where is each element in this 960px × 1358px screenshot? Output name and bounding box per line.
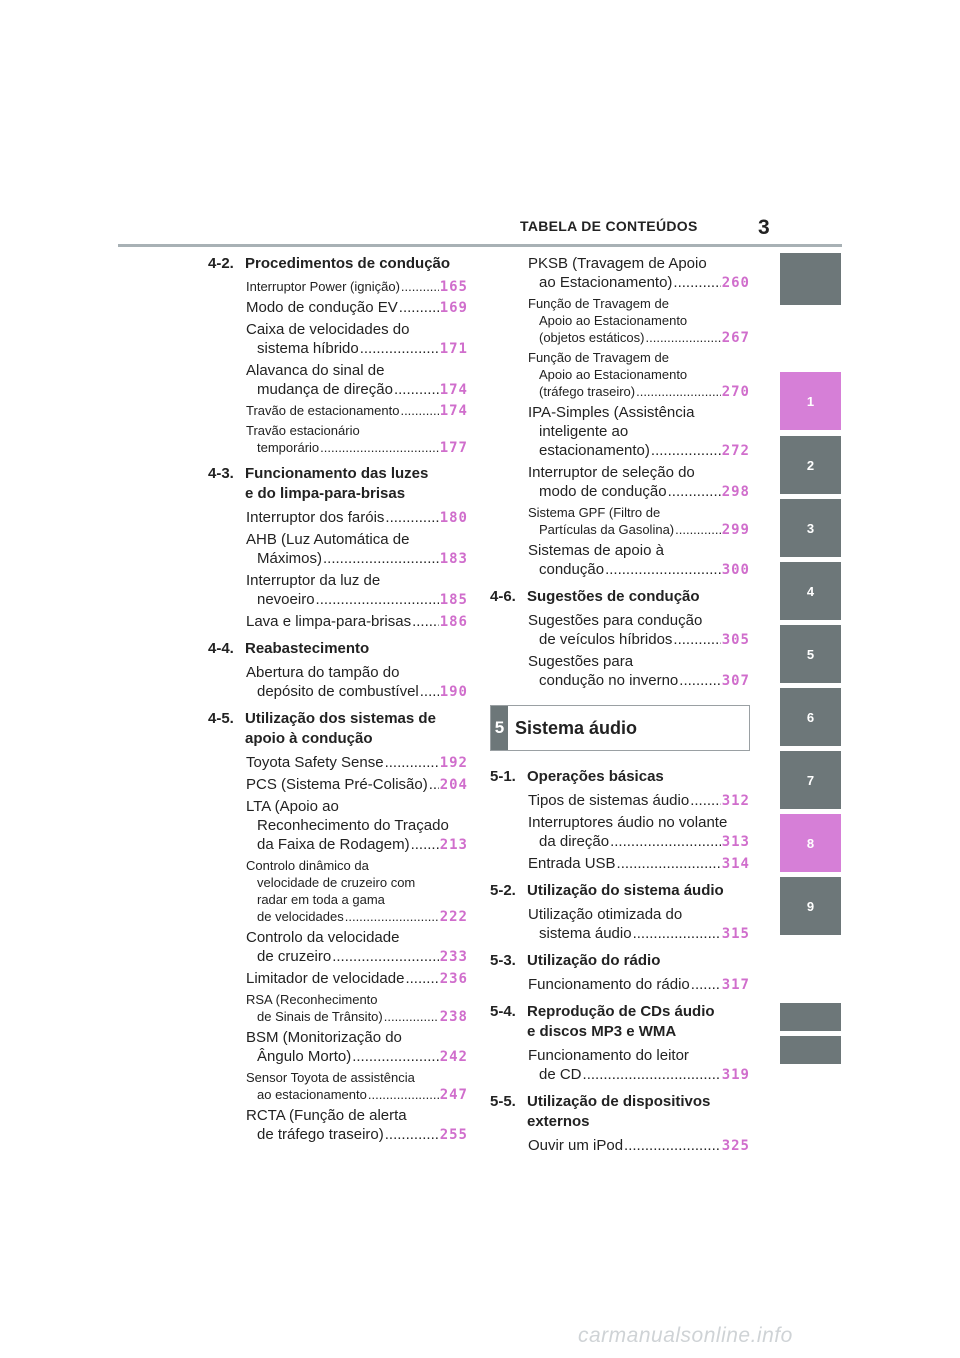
chapter-tab-3[interactable]: 3 bbox=[780, 499, 841, 557]
toc-entry-text: Máximos) bbox=[257, 550, 323, 567]
toc-entry-page[interactable]: 305 bbox=[721, 632, 750, 648]
toc-entry-page[interactable]: 270 bbox=[721, 384, 750, 400]
page-number: 3 bbox=[758, 216, 770, 239]
toc-entry-text: IPA-Simples (Assistência bbox=[528, 404, 695, 421]
toc-entry-last-line bbox=[246, 1125, 468, 1145]
dot-leader bbox=[360, 339, 439, 358]
toc-entry-text: Interruptores áudio no volante bbox=[528, 814, 728, 831]
toc-entry-page[interactable]: 312 bbox=[721, 793, 750, 809]
toc-entry-text: Utilização otimizada do bbox=[528, 906, 683, 923]
dot-leader bbox=[352, 1047, 438, 1066]
toc-entry-text: AHB (Luz Automática de bbox=[246, 531, 410, 548]
toc-entry-text: depósito de combustível bbox=[257, 683, 419, 700]
toc-entry[interactable] bbox=[246, 857, 468, 926]
toc-entry-page[interactable]: 183 bbox=[439, 551, 468, 567]
toc-entry-text: sistema híbrido bbox=[257, 340, 359, 357]
toc-entry[interactable] bbox=[246, 775, 468, 795]
chapter-title: Sistema áudio bbox=[515, 717, 638, 738]
toc-entry-last-line bbox=[528, 854, 750, 874]
toc-entry-page[interactable]: 233 bbox=[439, 949, 468, 965]
section-title: e do limpa-para-brisas bbox=[245, 485, 406, 502]
dot-leader bbox=[690, 791, 721, 810]
toc-entry[interactable] bbox=[528, 254, 750, 293]
section-title: externos bbox=[527, 1113, 590, 1130]
toc-entry-last-line bbox=[528, 329, 750, 347]
toc-entry[interactable] bbox=[528, 905, 750, 944]
toc-entry-page[interactable]: 315 bbox=[721, 926, 750, 942]
toc-section-group bbox=[490, 767, 750, 1156]
section-heading[interactable] bbox=[208, 254, 468, 274]
toc-entry-text: Ouvir um iPod bbox=[528, 1137, 624, 1154]
section-number: 5-1. bbox=[490, 768, 516, 785]
section-title: Operações básicas bbox=[527, 768, 664, 785]
toc-entry-last-line bbox=[528, 273, 750, 293]
toc-entry[interactable] bbox=[528, 854, 750, 874]
blank-tab[interactable] bbox=[780, 1036, 841, 1064]
dot-leader bbox=[316, 590, 439, 609]
toc-entry-text: Interruptor da luz de bbox=[246, 572, 381, 589]
dot-leader bbox=[412, 612, 439, 631]
toc-entry-page[interactable]: 238 bbox=[439, 1009, 468, 1025]
toc-entry-last-line bbox=[528, 383, 750, 401]
toc-entry-text: Função de Travagem de bbox=[528, 296, 669, 311]
toc-entry-text: sistema áudio bbox=[539, 925, 632, 942]
toc-entry-page[interactable]: 185 bbox=[439, 592, 468, 608]
toc-entry-last-line bbox=[246, 753, 468, 773]
toc-entry-last-line bbox=[246, 835, 468, 855]
dot-leader bbox=[385, 753, 439, 772]
toc-entry[interactable] bbox=[246, 508, 468, 528]
toc-entry-last-line bbox=[528, 482, 750, 502]
toc-entry-text: modo de condução bbox=[539, 483, 667, 500]
toc-entry-text: Controlo dinâmico da bbox=[246, 858, 369, 873]
section-title: Sugestões de condução bbox=[527, 588, 700, 605]
chapter-heading-box[interactable] bbox=[490, 705, 750, 751]
toc-entry-text: estacionamento) bbox=[539, 442, 650, 459]
toc-entry-text: de Sinais de Trânsito) bbox=[257, 1009, 383, 1024]
dot-leader bbox=[633, 924, 721, 943]
toc-entry-last-line bbox=[528, 975, 750, 995]
dot-leader bbox=[385, 508, 438, 527]
section-number: 5-5. bbox=[490, 1093, 516, 1110]
toc-entry-text: Reconhecimento do Traçado bbox=[257, 817, 449, 834]
toc-entry[interactable] bbox=[246, 612, 468, 632]
toc-entry-text: Sensor Toyota de assistência bbox=[246, 1070, 415, 1085]
toc-entry-page[interactable]: 180 bbox=[439, 510, 468, 526]
toc-entry[interactable] bbox=[528, 295, 750, 347]
toc-entry-last-line bbox=[246, 439, 468, 457]
toc-entry-text: da direção bbox=[539, 833, 610, 850]
toc-entry-text: condução bbox=[539, 561, 605, 578]
dot-leader bbox=[320, 439, 439, 456]
toc-left-column bbox=[208, 254, 468, 1147]
dot-leader bbox=[429, 775, 439, 794]
toc-entry-page[interactable]: 247 bbox=[439, 1087, 468, 1103]
toc-entry-page[interactable]: 299 bbox=[721, 522, 750, 538]
toc-entry-page[interactable]: 260 bbox=[721, 275, 750, 291]
toc-entry-text: Funcionamento do leitor bbox=[528, 1047, 689, 1064]
dot-leader bbox=[605, 560, 721, 579]
dot-leader bbox=[617, 854, 721, 873]
section-number: 5-2. bbox=[490, 882, 516, 899]
toc-entry-last-line bbox=[246, 1047, 468, 1067]
dot-leader bbox=[420, 682, 439, 701]
toc-entry[interactable] bbox=[246, 969, 468, 989]
chapter-tab-8[interactable]: 8 bbox=[780, 814, 841, 872]
toc-entry[interactable] bbox=[246, 278, 468, 296]
toc-entry-last-line bbox=[246, 969, 468, 989]
section-title: Reabastecimento bbox=[245, 640, 370, 657]
toc-entry-text: mudança de direção bbox=[257, 381, 393, 398]
toc-entry-last-line bbox=[528, 521, 750, 539]
toc-entry-page[interactable]: 319 bbox=[721, 1067, 750, 1083]
toc-entry-last-line bbox=[528, 1065, 750, 1085]
section-heading[interactable] bbox=[490, 951, 750, 971]
section-heading[interactable] bbox=[490, 1092, 750, 1132]
toc-entry-text: de veículos híbridos bbox=[539, 631, 673, 648]
toc-entry-page[interactable]: 236 bbox=[439, 971, 468, 987]
toc-entry-last-line bbox=[528, 924, 750, 944]
toc-entry-last-line bbox=[528, 791, 750, 811]
toc-entry-page[interactable]: 204 bbox=[439, 777, 468, 793]
toc-entry-text: de tráfego traseiro) bbox=[257, 1126, 384, 1143]
toc-entry-text: de CD bbox=[539, 1066, 582, 1083]
toc-entry-text: Função de Travagem de bbox=[528, 350, 669, 365]
dot-leader bbox=[583, 1065, 721, 1084]
toc-entry-text: LTA (Apoio ao bbox=[246, 798, 339, 815]
toc-entry-text: Modo de condução EV bbox=[246, 299, 398, 316]
dot-leader bbox=[691, 975, 721, 994]
section-number: 4-3. bbox=[208, 465, 234, 482]
toc-entry[interactable] bbox=[246, 530, 468, 569]
dot-leader bbox=[624, 1136, 721, 1155]
toc-entry-page[interactable]: 165 bbox=[439, 279, 468, 295]
toc-entry-page[interactable]: 313 bbox=[721, 834, 750, 850]
toc-entry-last-line bbox=[528, 832, 750, 852]
toc-entry[interactable] bbox=[246, 1028, 468, 1067]
toc-entry-last-line bbox=[528, 630, 750, 650]
toc-entry[interactable] bbox=[246, 298, 468, 318]
toc-entry-text: de velocidades bbox=[257, 909, 344, 924]
toc-entry-page[interactable]: 186 bbox=[439, 614, 468, 630]
section-number: 5-3. bbox=[490, 952, 516, 969]
toc-entry[interactable] bbox=[246, 571, 468, 610]
toc-entry-text: Travão estacionário bbox=[246, 423, 360, 438]
toc-entry[interactable] bbox=[246, 1106, 468, 1145]
toc-entry[interactable] bbox=[528, 975, 750, 995]
toc-entry-text: Alavanca do sinal de bbox=[246, 362, 385, 379]
toc-entry-text: Limitador de velocidade bbox=[246, 970, 405, 987]
toc-entry[interactable] bbox=[528, 813, 750, 852]
chapter-tab-1[interactable]: 1 bbox=[780, 372, 841, 430]
toc-entry-text: condução no inverno bbox=[539, 672, 679, 689]
toc-entry[interactable] bbox=[528, 1046, 750, 1085]
chapter-tab-9[interactable]: 9 bbox=[780, 877, 841, 935]
dot-leader bbox=[345, 908, 439, 925]
toc-entry-page[interactable]: 174 bbox=[439, 382, 468, 398]
toc-entry-last-line bbox=[246, 508, 468, 528]
dot-leader bbox=[679, 671, 720, 690]
toc-entry-text: PKSB (Travagem de Apoio bbox=[528, 255, 707, 272]
toc-entry[interactable] bbox=[528, 611, 750, 650]
toc-entry[interactable] bbox=[528, 1136, 750, 1156]
toc-entry[interactable] bbox=[528, 403, 750, 461]
toc-entry[interactable] bbox=[246, 928, 468, 967]
section-title: Utilização do rádio bbox=[527, 952, 661, 969]
dot-leader bbox=[399, 298, 439, 317]
toc-entry-page[interactable]: 267 bbox=[721, 330, 750, 346]
section-number: 4-2. bbox=[208, 255, 234, 272]
section-number: 4-4. bbox=[208, 640, 234, 657]
toc-entry-last-line bbox=[246, 612, 468, 632]
section-heading[interactable] bbox=[490, 587, 750, 607]
toc-entry-text: (objetos estáticos) bbox=[539, 330, 645, 345]
toc-entry[interactable] bbox=[246, 320, 468, 359]
watermark: carmanualsonline.info bbox=[578, 1324, 793, 1347]
toc-entry-page[interactable]: 242 bbox=[439, 1049, 468, 1065]
toc-entry-text: radar em toda a gama bbox=[257, 892, 385, 907]
toc-entry-text: Sugestões para condução bbox=[528, 612, 703, 629]
section-title: Procedimentos de condução bbox=[245, 255, 451, 272]
section-heading[interactable] bbox=[490, 881, 750, 901]
toc-entry-page[interactable]: 190 bbox=[439, 684, 468, 700]
toc-entry-page[interactable]: 169 bbox=[439, 300, 468, 316]
chapter-tab-7[interactable]: 7 bbox=[780, 751, 841, 809]
toc-entry-page[interactable]: 317 bbox=[721, 977, 750, 993]
toc-entry-text: Interruptor Power (ignição) bbox=[246, 279, 400, 294]
toc-entry-page[interactable]: 222 bbox=[439, 909, 468, 925]
toc-entry-page[interactable]: 314 bbox=[721, 856, 750, 872]
toc-entry-last-line bbox=[246, 947, 468, 967]
toc-entry-text: da Faixa de Rodagem) bbox=[257, 836, 410, 853]
toc-entry-text: PCS (Sistema Pré-Colisão) bbox=[246, 776, 428, 793]
dot-leader bbox=[636, 383, 721, 400]
toc-entry-last-line bbox=[246, 549, 468, 569]
dot-leader bbox=[394, 380, 439, 399]
toc-entry-text: Sugestões para bbox=[528, 653, 634, 670]
toc-entry-last-line bbox=[246, 380, 468, 400]
toc-entry-text: RSA (Reconhecimento bbox=[246, 992, 378, 1007]
section-heading[interactable] bbox=[208, 709, 468, 749]
dot-leader bbox=[384, 1008, 439, 1025]
dot-leader bbox=[668, 482, 721, 501]
toc-entry-text: Tipos de sistemas áudio bbox=[528, 792, 690, 809]
dot-leader bbox=[385, 1125, 439, 1144]
toc-entry-text: BSM (Monitorização do bbox=[246, 1029, 402, 1046]
section-number: 4-6. bbox=[490, 588, 516, 605]
toc-entry-text: Controlo da velocidade bbox=[246, 929, 400, 946]
toc-entry[interactable] bbox=[528, 463, 750, 502]
toc-entry-last-line bbox=[246, 1086, 468, 1104]
toc-entry-text: nevoeiro bbox=[257, 591, 315, 608]
toc-entry-page[interactable]: 177 bbox=[439, 440, 468, 456]
toc-entry-text: Travão de estacionamento bbox=[246, 403, 400, 418]
chapter-tab-6[interactable]: 6 bbox=[780, 688, 841, 746]
toc-entry-text: (tráfego traseiro) bbox=[539, 384, 636, 399]
toc-entry[interactable] bbox=[528, 504, 750, 539]
dot-leader bbox=[368, 1086, 439, 1103]
toc-entry-last-line bbox=[246, 908, 468, 926]
toc-entry-page[interactable]: 213 bbox=[439, 837, 468, 853]
chapter-tab-2[interactable]: 2 bbox=[780, 436, 841, 494]
dot-leader bbox=[610, 832, 721, 851]
chapter-tab-5[interactable]: 5 bbox=[780, 625, 841, 683]
toc-entry-text: Toyota Safety Sense bbox=[246, 754, 384, 771]
toc-entry-text: Abertura do tampão do bbox=[246, 664, 400, 681]
header-rule bbox=[118, 244, 842, 247]
toc-entry-last-line bbox=[528, 441, 750, 461]
toc-entry[interactable] bbox=[246, 991, 468, 1026]
dot-leader bbox=[400, 402, 438, 419]
toc-entry-page[interactable]: 192 bbox=[439, 755, 468, 771]
blank-tab[interactable] bbox=[780, 253, 841, 305]
toc-entry-text: ao estacionamento bbox=[257, 1087, 367, 1102]
toc-entry-text: Lava e limpa-para-brisas bbox=[246, 613, 412, 630]
toc-entry-text: Apoio ao Estacionamento bbox=[539, 313, 688, 328]
toc-entry-text: velocidade de cruzeiro com bbox=[257, 875, 416, 890]
chapter-tab-4[interactable]: 4 bbox=[780, 562, 841, 620]
section-title: Funcionamento das luzes bbox=[245, 465, 429, 482]
section-heading[interactable] bbox=[208, 639, 468, 659]
toc-entry[interactable] bbox=[246, 797, 468, 855]
section-title: Utilização de dispositivos bbox=[527, 1093, 711, 1110]
toc-entry-page[interactable]: 171 bbox=[439, 341, 468, 357]
toc-entry-text: Apoio ao Estacionamento bbox=[539, 367, 688, 382]
section-number: 4-5. bbox=[208, 710, 234, 727]
toc-entry-last-line bbox=[246, 339, 468, 359]
section-title: Utilização dos sistemas de bbox=[245, 710, 436, 727]
toc-entry[interactable] bbox=[246, 753, 468, 773]
toc-entry-last-line bbox=[246, 590, 468, 610]
dot-leader bbox=[411, 835, 439, 854]
toc-entry-text: Sistemas de apoio à bbox=[528, 542, 664, 559]
dot-leader bbox=[646, 329, 721, 346]
toc-entry-last-line bbox=[528, 671, 750, 691]
toc-entry-page[interactable]: 307 bbox=[721, 673, 750, 689]
toc-entry-last-line bbox=[246, 298, 468, 318]
toc-entry-text: inteligente ao bbox=[539, 423, 629, 440]
toc-entry-page[interactable]: 255 bbox=[439, 1127, 468, 1143]
toc-entry-text: Interruptor dos faróis bbox=[246, 509, 385, 526]
toc-entry-text: Caixa de velocidades do bbox=[246, 321, 410, 338]
section-title: Utilização do sistema áudio bbox=[527, 882, 724, 899]
dot-leader bbox=[405, 969, 438, 988]
toc-entry[interactable] bbox=[528, 349, 750, 401]
toc-entry-last-line bbox=[528, 560, 750, 580]
toc-entry-text: Funcionamento do rádio bbox=[528, 976, 690, 993]
toc-right-column bbox=[490, 254, 750, 1158]
section-title: Reprodução de CDs áudio bbox=[527, 1003, 715, 1020]
dot-leader bbox=[401, 278, 439, 295]
toc-entry-last-line bbox=[246, 775, 468, 795]
section-title: e discos MP3 e WMA bbox=[527, 1023, 677, 1040]
section-heading[interactable] bbox=[490, 767, 750, 787]
dot-leader bbox=[332, 947, 439, 966]
toc-entry-page[interactable]: 272 bbox=[721, 443, 750, 459]
section-heading[interactable] bbox=[490, 1002, 750, 1042]
toc-entry-last-line bbox=[246, 682, 468, 702]
toc-entry-text: de cruzeiro bbox=[257, 948, 332, 965]
dot-leader bbox=[651, 441, 721, 460]
toc-entry-page[interactable]: 298 bbox=[721, 484, 750, 500]
dot-leader bbox=[323, 549, 439, 568]
dot-leader bbox=[673, 630, 720, 649]
toc-entry-text: Ângulo Morto) bbox=[257, 1048, 352, 1065]
toc-entry-last-line bbox=[246, 1008, 468, 1026]
toc-entry[interactable] bbox=[528, 791, 750, 811]
toc-entry-text: temporário bbox=[257, 440, 320, 455]
toc-entry-text: Entrada USB bbox=[528, 855, 616, 872]
section-number: 5-4. bbox=[490, 1003, 516, 1020]
toc-entry-text: Sistema GPF (Filtro de bbox=[528, 505, 661, 520]
section-heading[interactable] bbox=[208, 464, 468, 504]
section-title: apoio à condução bbox=[245, 730, 373, 747]
toc-entry-text: ao Estacionamento) bbox=[539, 274, 673, 291]
toc-entry-text: Partículas da Gasolina) bbox=[539, 522, 675, 537]
header-title: TABELA DE CONTEÚDOS bbox=[520, 218, 698, 234]
toc-entry[interactable] bbox=[246, 402, 468, 420]
toc-entry-last-line bbox=[528, 1136, 750, 1156]
toc-entry-last-line bbox=[246, 278, 468, 296]
toc-entry[interactable] bbox=[528, 541, 750, 580]
toc-entry-text: Interruptor de seleção do bbox=[528, 464, 695, 481]
dot-leader bbox=[673, 273, 720, 292]
toc-entry[interactable] bbox=[246, 1069, 468, 1104]
toc-continued-items bbox=[490, 254, 750, 580]
toc-entry-last-line bbox=[246, 402, 468, 420]
toc-entry[interactable] bbox=[246, 361, 468, 400]
dot-leader bbox=[675, 521, 721, 538]
toc-entry-page[interactable]: 174 bbox=[439, 403, 468, 419]
chapter-number: 5 bbox=[491, 706, 508, 750]
toc-entry[interactable] bbox=[528, 652, 750, 691]
toc-entry[interactable] bbox=[246, 663, 468, 702]
toc-entry[interactable] bbox=[246, 422, 468, 457]
toc-entry-text: RCTA (Função de alerta bbox=[246, 1107, 407, 1124]
toc-entry-page[interactable]: 300 bbox=[721, 562, 750, 578]
toc-section-group bbox=[490, 587, 750, 691]
blank-tab[interactable] bbox=[780, 1003, 841, 1031]
toc-entry-page[interactable]: 325 bbox=[721, 1138, 750, 1154]
